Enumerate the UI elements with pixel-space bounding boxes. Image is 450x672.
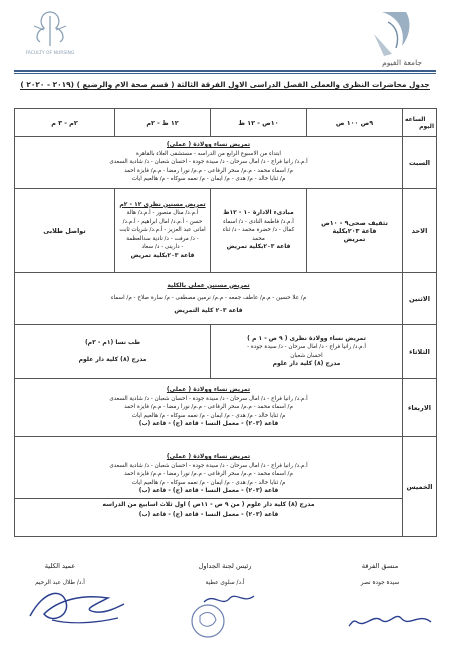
header-row (15, 109, 437, 137)
dean-signature (22, 580, 132, 630)
row-sunday (15, 189, 437, 273)
sunday-c4: تواصل طلابى (15, 189, 115, 273)
day-label: الاربعاء (403, 379, 437, 437)
day-label: الاثنين (403, 273, 437, 325)
university-name: جامعة الفيوم (382, 58, 422, 67)
dean-signature-block: عميد الكلية أ.د/ طلال عبد الرحيم (35, 562, 85, 586)
col-header-1: ٩ص ١٠٠ ص (307, 109, 403, 137)
col-header-2: ١٠ص - ١٢ ظ (211, 109, 307, 137)
sunday-c1: تثقيف صحى٩ - ١٠ص قاعة ٢٠٣بكلية تمريض (307, 189, 403, 273)
page-title: جدول محاضرات النظرى والعملى الفصل الدراسى الاول الفرقة الثالثة ( قسم صحة الام والرضيع ) (٢٠١٩ - ٢٠٢٠ ) (20, 80, 430, 89)
committee-signature-block: رئيس لجنة الجداول أ.د/ سلوى عطية (198, 562, 252, 586)
official-stamp (188, 600, 228, 642)
thursday-note: مدرج (٨) كلية دار علوم ( من ٩ ص - ١١ص ) اول ثلاث اسابيع من الدراسه (102, 500, 315, 508)
row-wednesday (15, 379, 437, 437)
coordinator-signature-block: منسق الفرقة سيدة جودة نصر (360, 562, 400, 586)
coordinator-signature (345, 608, 435, 636)
wednesday-cell: تمريض نساء وولادة ( عملى) أ.م.د/ رانيا فراج - د/ امال سرحان - د/ سيدة جودة - احسان شعبان - د/ شادية السعدى م/ اسماء محمد - م.م/ سحر الرفاعى - م.م/ نورا رمضا - م.م/ فايزة احمد م/ ثنايا خالد - م/ هدى - م/ ايمان - م/ نعمه سوكاه - م/ هالعيم ايات قاعة (٢٠٣) - معمل النسا - قاعة (ج) - قاعة (ب) (15, 379, 403, 437)
row-tuesday (15, 325, 437, 379)
university-logo (362, 6, 432, 64)
row-saturday (15, 137, 437, 189)
sunday-c2: مبادىء الادارة ١٠ - ١٢ظ أ.م.د/ فاطمة النادى - د/ اسماء كمال - د/ خضرة محمد - د/ ثناء محمد قاعة ٢٠٣بكلية تمريض (211, 189, 307, 273)
col-header-4: ٢م - ٣ م (15, 109, 115, 137)
day-label: الخميس (403, 437, 437, 537)
thursday-cell: تمريض نساء وولادة ( عملى) أ.م.د/ رانيا فراج - د/ امال سرحان - د/ سيدة جودة - احسان شعبان - د/ شادية السعدى م/ اسماء محمد - م.م/ سحر الرفاعى - م.م/ نورا رمضا - م.م/ فايزة احمد م/ ثنايا خالد - م/ هدى - م/ ايمان - م/ نعمه سوكاه - م/ هالعيم ايات قاعة (٢٠٣) - معمل النسا - قاعة (ج) - قاعة (ب) مدرج (٨) كلية دار علوم ( من ٩ ص - ١١ص ) اول ثلاث اسابيع من الدراسه قاعة (٢٠٣) - معمل النسا - قاعة (ج) - قاعة (ب) (15, 437, 403, 537)
day-label: السبت (403, 137, 437, 189)
faculty-logo (20, 8, 80, 60)
day-label: الثلاثاء (403, 325, 437, 379)
row-monday (15, 273, 437, 325)
monday-cell: تمريض مسنين عملى بالكلية م/ علا حسين - م.م/ عاطف جمعه - م.م/ نرمين مصطفى - م/ سارة صلاح - م/ اسماء قاعة ٢٠٣ كلية التمريض (15, 273, 403, 325)
tuesday-c12: تمريض نساء وولادة نظرى ( ٩ ص - ١ م ) أ.م.د/ رانيا فراج - د/ امال سرحان - د/ سيدة جودة - احسان شعبان مدرج (٨) كلية دار علوم (211, 325, 403, 379)
saturday-cell: تمريض نساء وولادة ( عملى) ابتداء من الاسبوع الرابع من الدراسه - مستشفى العلاء بالقاهرة أ.م.د/ رانيا فراج - د/ امال سرحان - د/ سيدة جودة - احسان شعبان - د/ شادية السعدى م/ اسماء محمد - م.م/ سحر الرفاعى - م.م/ نورا رمضا - م.م/ فايزة احمد م/ ثنايا خالد - م/ هدى - م/ ايمان - م/ نعمه سوكاه - م/ هالعيم ايات (15, 137, 403, 189)
corner-cell: الساعه اليوم (403, 109, 437, 137)
schedule-table (14, 108, 437, 537)
svg-text:FACULTY OF NURSING: FACULTY OF NURSING (25, 51, 75, 56)
sunday-c3: تمريض مسنين نظرى ١٢ - ٢م أ.م.د/ منال منصور - أ.م.د/ هالة حسن - أ.م.د/ امال ابراهيم - أ.م.د/ امانى عبد العزيز - أ.م.د/ شريات ثابت - د/ مرفت - د/ نادية سدالعظمة - دارينى - د/ سعاد قاعة ٢٠٣بكلية تمريض (115, 189, 211, 273)
tuesday-c34: طب نسا (١م - ٣م) مدرج (٨) كلية دار علوم (15, 325, 211, 379)
header-rule-thin (14, 73, 436, 74)
day-label: الاحد (403, 189, 437, 273)
col-header-3: ١٢ ظ - ٢م (115, 109, 211, 137)
header-rule (14, 70, 436, 72)
thursday-rooms: قاعة (٢٠٣) - معمل النسا - قاعة (ج) - قاعة (ب) (138, 511, 279, 519)
row-thursday (15, 437, 437, 537)
